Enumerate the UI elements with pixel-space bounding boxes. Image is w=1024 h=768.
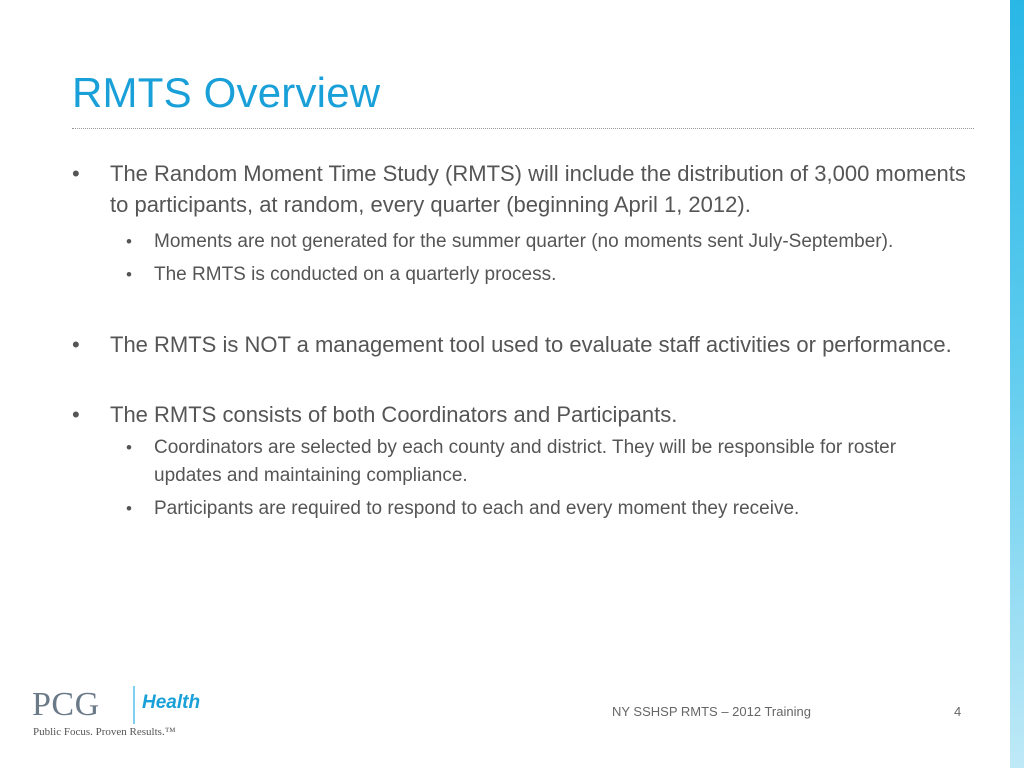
title-divider [72, 128, 974, 129]
slide-title: RMTS Overview [72, 69, 381, 116]
bullet-item [66, 329, 966, 360]
bullet-item [66, 158, 966, 220]
sub-bullet-text: Participants are required to respond to each and every moment they receive. [154, 498, 800, 519]
slide-content [66, 158, 966, 523]
bullet-text: The RMTS consists of both Coordinators and Participants. [110, 402, 678, 427]
accent-side-bar [1010, 0, 1024, 768]
sub-bullet-item [66, 495, 966, 523]
bullet-icon: • [126, 232, 132, 251]
logo-divider [133, 686, 135, 724]
bullet-icon: • [126, 265, 132, 284]
footer-title: NY SSHSP RMTS – 2012 Training [612, 704, 811, 719]
bullet-text: The RMTS is NOT a management tool used to evaluate staff activities or performance. [110, 332, 952, 357]
bullet-icon: • [72, 402, 80, 427]
bullet-icon: • [126, 499, 132, 518]
bullet-icon: • [72, 161, 80, 186]
sub-bullet-item [66, 228, 966, 256]
sub-bullet-text: Coordinators are selected by each county and district. They will be responsible for roster updates and maintaining compliance. [154, 437, 897, 486]
sub-bullet-text: Moments are not generated for the summer quarter (no moments sent July-September). [154, 231, 894, 252]
sub-bullet-item [66, 434, 966, 490]
logo-division: Health [142, 692, 201, 713]
bullet-icon: • [126, 438, 132, 457]
sub-bullet-text: The RMTS is conducted on a quarterly process. [154, 264, 557, 285]
logo-tagline: Public Focus. Proven Results.™ [33, 726, 176, 738]
logo-brand: PCG [32, 686, 100, 723]
page-number: 4 [954, 704, 962, 719]
bullet-icon: • [72, 332, 80, 357]
sub-bullet-item [66, 261, 966, 289]
pcg-health-logo [30, 684, 230, 744]
bullet-text: The Random Moment Time Study (RMTS) will include the distribution of 3,000 moments to participants, at random, every quarter (beginning April 1, 2012). [110, 161, 966, 217]
bullet-item [66, 399, 966, 430]
